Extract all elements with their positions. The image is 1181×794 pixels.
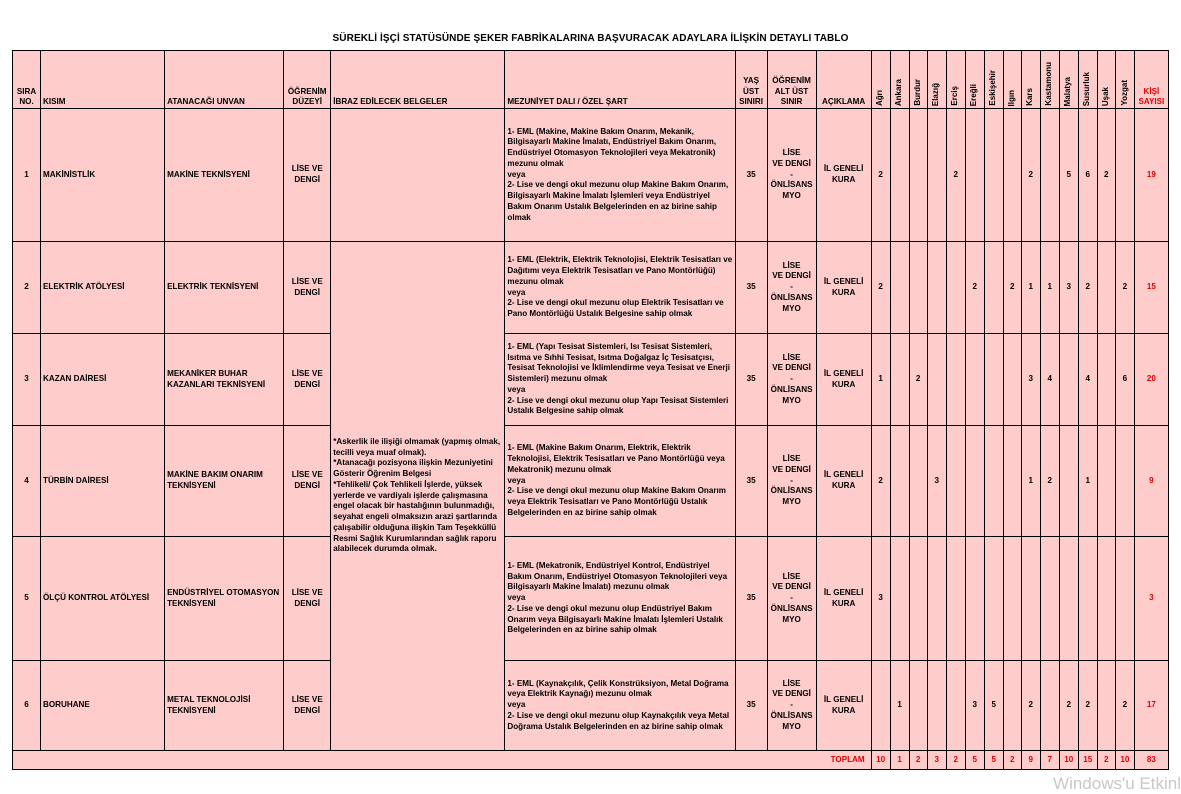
table-row — [13, 426, 1169, 537]
row-city-count: 3 — [1021, 334, 1040, 426]
row-aciklama: İL GENELİ KURA — [816, 109, 871, 242]
row-mezuniyet: 1- EML (Kaynakçılık, Çelik Konstrüksiyon, Metal Doğrama veya Elektrik Kaynağı) mezunu olmak veya 2- Lise ve dengi okul mezunu olup Kaynakçılık veya Metal Doğrama Ustalık Belgelerinden en az birine sahip olmak — [505, 661, 735, 751]
row-city-count: 2 — [965, 242, 984, 334]
row-city-count — [1003, 109, 1021, 242]
row-city-count: 2 — [1097, 109, 1115, 242]
header-city: Erciş — [946, 51, 965, 109]
row-unvan: ELEKTRİK TEKNİSYENİ — [165, 242, 284, 334]
row-city-count — [984, 426, 1003, 537]
row-city-count — [965, 426, 984, 537]
total-city-count: 10 — [1115, 751, 1134, 770]
row-city-count — [1097, 334, 1115, 426]
row-no: 1 — [13, 109, 41, 242]
row-city-count: 5 — [1059, 109, 1078, 242]
total-city-count: 9 — [1021, 751, 1040, 770]
row-aciklama: İL GENELİ KURA — [816, 537, 871, 661]
row-city-count: 2 — [871, 426, 890, 537]
row-ogrenim: LİSE VE DENGİ — [284, 537, 331, 661]
row-city-count: 2 — [1115, 661, 1134, 751]
row-unvan: METAL TEKNOLOJİSİ TEKNİSYENİ — [165, 661, 284, 751]
row-city-count — [871, 661, 890, 751]
row-ogrenim-sinir: LİSE VE DENGİ - ÖNLİSANS MYO — [767, 109, 816, 242]
header-row — [13, 51, 1169, 109]
header-city: Ilgın — [1003, 51, 1021, 109]
header-city: Ağrı — [871, 51, 890, 109]
row-city-count: 2 — [1021, 109, 1040, 242]
row-kisi-sayisi: 17 — [1134, 661, 1168, 751]
header-city: Ereğli — [965, 51, 984, 109]
total-city-count: 7 — [1040, 751, 1059, 770]
row-ogrenim: LİSE VE DENGİ — [284, 242, 331, 334]
row-mezuniyet: 1- EML (Makine, Makine Bakım Onarım, Mekanik, Bilgisayarlı Makine İmalatı, Endüstriyel Bakım Onarım, Endüstriyel Otomasyon Teknolojileri veya Mekatronik) mezunu olmak veya 2- Lise ve dengi okul mezunu olup Makine Bakım Onarım, Bilgisayarlı Makine İmalatı İşlemleri veya Endüstriyel Bakım Onarım Ustalık Belgelerinden en az birine sahip olmak — [505, 109, 735, 242]
row-unvan: MAKİNE TEKNİSYENİ — [165, 109, 284, 242]
row-aciklama: İL GENELİ KURA — [816, 426, 871, 537]
row-city-count: 1 — [1021, 426, 1040, 537]
row-city-count: 1 — [1021, 242, 1040, 334]
row-city-count — [946, 334, 965, 426]
row-no: 4 — [13, 426, 41, 537]
row-city-count: 2 — [871, 242, 890, 334]
row-city-count — [890, 334, 909, 426]
row-city-count — [1059, 537, 1078, 661]
row-city-count — [984, 334, 1003, 426]
row-city-count — [984, 109, 1003, 242]
row-kisi-sayisi: 15 — [1134, 242, 1168, 334]
row-city-count — [1040, 109, 1059, 242]
row-city-count: 3 — [1059, 242, 1078, 334]
row-mezuniyet: 1- EML (Elektrik, Elektrik Teknolojisi, Elektrik Tesisatları ve Dağıtımı veya Elektrik Tesisatları ve Pano Montörlüğü) mezunu olmak veya 2- Lise ve dengi okul mezunu olup Elektrik Tesisatları ve Pano Montörlüğü Ustalık Belgesine sahip olmak — [505, 242, 735, 334]
row-yas: 35 — [735, 426, 767, 537]
row-city-count — [946, 537, 965, 661]
row-city-count: 2 — [1115, 242, 1134, 334]
header-ogrenim-sinir: ÖĞRENİM ALT ÜST SINIR — [767, 51, 816, 109]
header-city: Elazığ — [927, 51, 946, 109]
row-ogrenim: LİSE VE DENGİ — [284, 334, 331, 426]
total-city-count: 2 — [1097, 751, 1115, 770]
header-city: Yozgat — [1115, 51, 1134, 109]
row-city-count — [890, 426, 909, 537]
header-ogrenim: ÖĞRENİM DÜZEYİ — [284, 51, 331, 109]
row-kisi-sayisi: 3 — [1134, 537, 1168, 661]
row-city-count — [965, 109, 984, 242]
row-yas: 35 — [735, 109, 767, 242]
row-ogrenim-sinir: LİSE VE DENGİ - ÖNLİSANS MYO — [767, 334, 816, 426]
row-aciklama: İL GENELİ KURA — [816, 242, 871, 334]
row-ogrenim-sinir: LİSE VE DENGİ - ÖNLİSANS MYO — [767, 661, 816, 751]
row-yas: 35 — [735, 242, 767, 334]
detail-table — [12, 50, 1169, 770]
table-row — [13, 109, 1169, 242]
row-city-count — [1115, 537, 1134, 661]
row-city-count: 2 — [1078, 242, 1097, 334]
row-kisi-sayisi: 9 — [1134, 426, 1168, 537]
total-city-count: 2 — [909, 751, 927, 770]
row-city-count: 1 — [871, 334, 890, 426]
row-city-count — [1097, 242, 1115, 334]
total-city-count: 5 — [984, 751, 1003, 770]
row-city-count — [890, 109, 909, 242]
row-city-count — [909, 242, 927, 334]
row-city-count: 3 — [871, 537, 890, 661]
header-sira: SIRA NO. — [13, 51, 41, 109]
header-belgeler: İBRAZ EDİLECEK BELGELER — [331, 51, 505, 109]
row-city-count — [1078, 537, 1097, 661]
row-mezuniyet: 1- EML (Makine Bakım Onarım, Elektrik, Elektrik Teknolojisi, Elektrik Tesisatları ve Pano Montörlüğü veya Mekatronik) mezunu olmak veya 2- Lise ve dengi okul mezunu olup Makine Bakım Onarım veya Elektrik Tesisatları ve Pano Montörlüğü Ustalık Belgelerinden en az birine sahip olmak — [505, 426, 735, 537]
table-title: SÜREKLİ İŞÇİ STATÜSÜNDE ŞEKER FABRİKALARINA BAŞVURACAK ADAYLARA İLİŞKİN DETAYLI TABLO — [332, 33, 849, 44]
row-city-count: 2 — [1040, 426, 1059, 537]
header-unvan: ATANACAĞI UNVAN — [165, 51, 284, 109]
row-city-count: 2 — [946, 109, 965, 242]
row-city-count: 6 — [1115, 334, 1134, 426]
row-ogrenim: LİSE VE DENGİ — [284, 661, 331, 751]
header-city: Susurluk — [1078, 51, 1097, 109]
row-city-count — [1003, 334, 1021, 426]
row-city-count — [965, 537, 984, 661]
row-no: 3 — [13, 334, 41, 426]
row-kisim: MAKİNİSTLİK — [41, 109, 165, 242]
row-city-count — [927, 661, 946, 751]
total-city-count: 1 — [890, 751, 909, 770]
total-city-count: 2 — [1003, 751, 1021, 770]
row-kisim: BORUHANE — [41, 661, 165, 751]
row-city-count — [984, 242, 1003, 334]
row-mezuniyet: 1- EML (Yapı Tesisat Sistemleri, Isı Tesisat Sistemleri, Isıtma ve Sıhhi Tesisat, Isıtma Doğalgaz İç Tesisatçısı, Tesisat Teknolojisi ve İklimlendirme veya Tesisat ve Enerji Sistemleri) mezunu olmak veya 2- Lise ve dengi okul mezunu olup Yapı Tesisat Sistemleri Ustalık Belgesine sahip olmak — [505, 334, 735, 426]
row-city-count — [1003, 426, 1021, 537]
row-city-count — [946, 242, 965, 334]
row-city-count — [984, 537, 1003, 661]
row-city-count — [1115, 109, 1134, 242]
row-city-count — [1003, 661, 1021, 751]
row-city-count: 2 — [1059, 661, 1078, 751]
row-city-count — [1097, 661, 1115, 751]
row-city-count — [965, 334, 984, 426]
table-row — [13, 242, 1169, 334]
row-city-count — [1059, 334, 1078, 426]
row-city-count — [1040, 661, 1059, 751]
row-city-count: 6 — [1078, 109, 1097, 242]
row-yas: 35 — [735, 661, 767, 751]
row-city-count — [1003, 537, 1021, 661]
header-aciklama: AÇIKLAMA — [816, 51, 871, 109]
row-unvan: ENDÜSTRİYEL OTOMASYON TEKNİSYENİ — [165, 537, 284, 661]
row-city-count — [927, 334, 946, 426]
header-city: Ankara — [890, 51, 909, 109]
row-city-count: 4 — [1040, 334, 1059, 426]
row-no: 6 — [13, 661, 41, 751]
row-city-count — [909, 426, 927, 537]
row-city-count: 1 — [890, 661, 909, 751]
row-ogrenim: LİSE VE DENGİ — [284, 426, 331, 537]
activation-watermark: Windows'u Etkinl — [1053, 774, 1181, 793]
row-kisim: TÜRBİN DAİRESİ — [41, 426, 165, 537]
row-unvan: MEKANİKER BUHAR KAZANLARI TEKNİSYENİ — [165, 334, 284, 426]
row-no: 5 — [13, 537, 41, 661]
row-city-count — [1097, 426, 1115, 537]
totals-row — [13, 751, 1169, 770]
row-ogrenim-sinir: LİSE VE DENGİ - ÖNLİSANS MYO — [767, 426, 816, 537]
row-city-count: 1 — [1078, 426, 1097, 537]
row-aciklama: İL GENELİ KURA — [816, 661, 871, 751]
row-ogrenim-sinir: LİSE VE DENGİ - ÖNLİSANS MYO — [767, 537, 816, 661]
row-city-count: 1 — [1040, 242, 1059, 334]
row-city-count: 2 — [1003, 242, 1021, 334]
documents-cell-empty — [331, 109, 505, 242]
row-city-count: 2 — [1078, 661, 1097, 751]
row-ogrenim: LİSE VE DENGİ — [284, 109, 331, 242]
row-ogrenim-sinir: LİSE VE DENGİ - ÖNLİSANS MYO — [767, 242, 816, 334]
header-yas: YAŞ ÜST SINIRI — [735, 51, 767, 109]
header-city: Burdur — [909, 51, 927, 109]
row-yas: 35 — [735, 537, 767, 661]
total-city-count: 10 — [1059, 751, 1078, 770]
row-no: 2 — [13, 242, 41, 334]
header-city: Kars — [1021, 51, 1040, 109]
header-mezuniyet: MEZUNİYET DALI / ÖZEL ŞART — [505, 51, 735, 109]
header-city: Kastamonu — [1040, 51, 1059, 109]
header-city: Uşak — [1097, 51, 1115, 109]
table-row — [13, 537, 1169, 661]
row-city-count: 3 — [927, 426, 946, 537]
row-kisi-sayisi: 19 — [1134, 109, 1168, 242]
row-city-count — [909, 109, 927, 242]
row-kisim: ÖLÇÜ KONTROL ATÖLYESİ — [41, 537, 165, 661]
total-city-count: 10 — [871, 751, 890, 770]
row-kisi-sayisi: 20 — [1134, 334, 1168, 426]
row-mezuniyet: 1- EML (Mekatronik, Endüstriyel Kontrol, Endüstriyel Bakım Onarım, Endüstriyel Otomasyon Teknolojileri veya Bilgisayarlı Makine İmalatı) mezunu olmak veya 2- Lise ve dengi okul mezunu olup Endüstriyel Bakım Onarım veya Bilgisayarlı Makine İmalatı İşlemleri Ustalık Belgelerinden en az birine sahip olmak — [505, 537, 735, 661]
total-city-count: 2 — [946, 751, 965, 770]
row-city-count — [909, 537, 927, 661]
row-city-count: 5 — [984, 661, 1003, 751]
total-kisi-sayisi: 83 — [1134, 751, 1168, 770]
row-unvan: MAKİNE BAKIM ONARIM TEKNİSYENİ — [165, 426, 284, 537]
row-aciklama: İL GENELİ KURA — [816, 334, 871, 426]
row-city-count: 4 — [1078, 334, 1097, 426]
header-city: Eskişehir — [984, 51, 1003, 109]
total-city-count: 5 — [965, 751, 984, 770]
row-kisim: ELEKTRİK ATÖLYESİ — [41, 242, 165, 334]
header-kisim: KISIM — [41, 51, 165, 109]
table-row — [13, 661, 1169, 751]
row-city-count — [1040, 537, 1059, 661]
row-city-count — [946, 661, 965, 751]
totals-label: TOPLAM — [13, 751, 872, 770]
row-city-count: 2 — [871, 109, 890, 242]
row-city-count: 2 — [1021, 661, 1040, 751]
row-yas: 35 — [735, 334, 767, 426]
total-city-count: 15 — [1078, 751, 1097, 770]
row-city-count — [927, 242, 946, 334]
row-city-count — [946, 426, 965, 537]
header-kisi-sayisi: KİŞİ SAYISI — [1134, 51, 1168, 109]
row-city-count — [890, 242, 909, 334]
documents-cell: *Askerlik ile ilişiği olmamak (yapmış olmak, tecilli veya muaf olmak). *Atanacağı pozisyona ilişkin Mezuniyetini Gösterir Öğrenim Belgesi *Tehlikeli/ Çok Tehlikeli İşlerde, yüksek yerlerde ve vardiyalı işlerde çalışmasına engel olacak bir hastalığının bulunmadığı, seyahat engeli olmaksızın arazi şartlarında çalışabilir olduğuna ilişkin Tam Teşekküllü Resmi Sağlık Kurumlarından sağlık raporu alabilecek durumda olmak. — [331, 242, 505, 751]
row-city-count: 3 — [965, 661, 984, 751]
header-city: Malatya — [1059, 51, 1078, 109]
table-row — [13, 334, 1169, 426]
row-city-count — [927, 109, 946, 242]
row-city-count — [890, 537, 909, 661]
row-city-count — [1097, 537, 1115, 661]
total-city-count: 3 — [927, 751, 946, 770]
row-city-count — [909, 661, 927, 751]
row-city-count — [1021, 537, 1040, 661]
row-city-count — [927, 537, 946, 661]
row-city-count — [1115, 426, 1134, 537]
row-kisim: KAZAN DAİRESİ — [41, 334, 165, 426]
row-city-count: 2 — [909, 334, 927, 426]
row-city-count — [1059, 426, 1078, 537]
